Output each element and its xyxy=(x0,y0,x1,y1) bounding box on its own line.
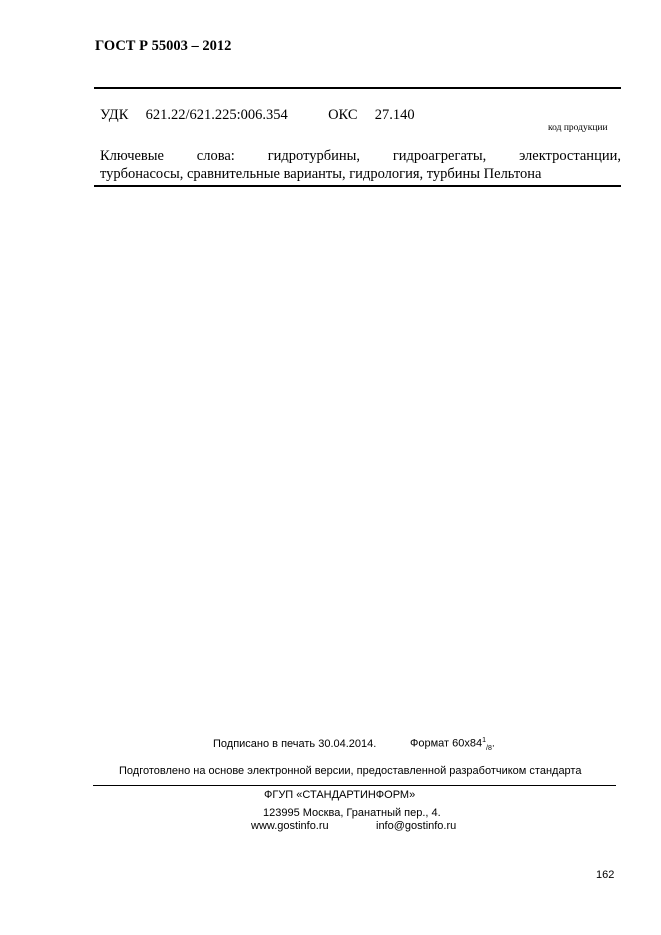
format-denominator: /8 xyxy=(486,744,492,752)
oks-value: 27.140 xyxy=(374,107,415,123)
signed-for-print: Подписано в печать 30.04.2014. xyxy=(213,738,377,750)
udk-label: УДК xyxy=(100,107,129,123)
standard-title: ГОСТ Р 55003 – 2012 xyxy=(95,38,232,54)
keyword: гидротурбины, xyxy=(267,148,360,164)
paper-format xyxy=(410,737,495,752)
keywords-line-1 xyxy=(100,147,621,165)
product-code-label: код продукции xyxy=(548,123,608,133)
publisher-address: 123995 Москва, Гранатный пер., 4. xyxy=(263,807,441,819)
publisher-email: info@gostinfo.ru xyxy=(376,820,457,832)
keyword: электростанции, xyxy=(519,148,621,164)
classification-row xyxy=(100,107,415,124)
format-text: Формат 60x84 xyxy=(410,737,483,750)
keywords-line-2: турбонасосы, сравнительные варианты, гидрология, турбины Пельтона xyxy=(100,166,542,182)
format-end: . xyxy=(491,737,495,750)
keywords-divider xyxy=(94,185,621,187)
publisher-website: www.gostinfo.ru xyxy=(251,820,329,832)
keyword: гидроагрегаты, xyxy=(392,148,487,164)
imprint-divider xyxy=(93,785,616,786)
keyword: Ключевые xyxy=(100,148,164,164)
keywords-block xyxy=(100,147,621,183)
oks-label: ОКС xyxy=(328,107,358,123)
page-number: 162 xyxy=(596,869,615,881)
top-divider xyxy=(94,87,621,89)
prepared-note: Подготовлено на основе электронной версии, предоставленной разработчиком стандарта xyxy=(119,765,582,777)
publisher-name: ФГУП «СТАНДАРТИНФОРМ» xyxy=(264,789,416,801)
format-numerator: 1 xyxy=(482,737,487,744)
keyword: слова: xyxy=(196,148,235,164)
udk-value: 621.22/621.225:006.354 xyxy=(145,107,288,123)
